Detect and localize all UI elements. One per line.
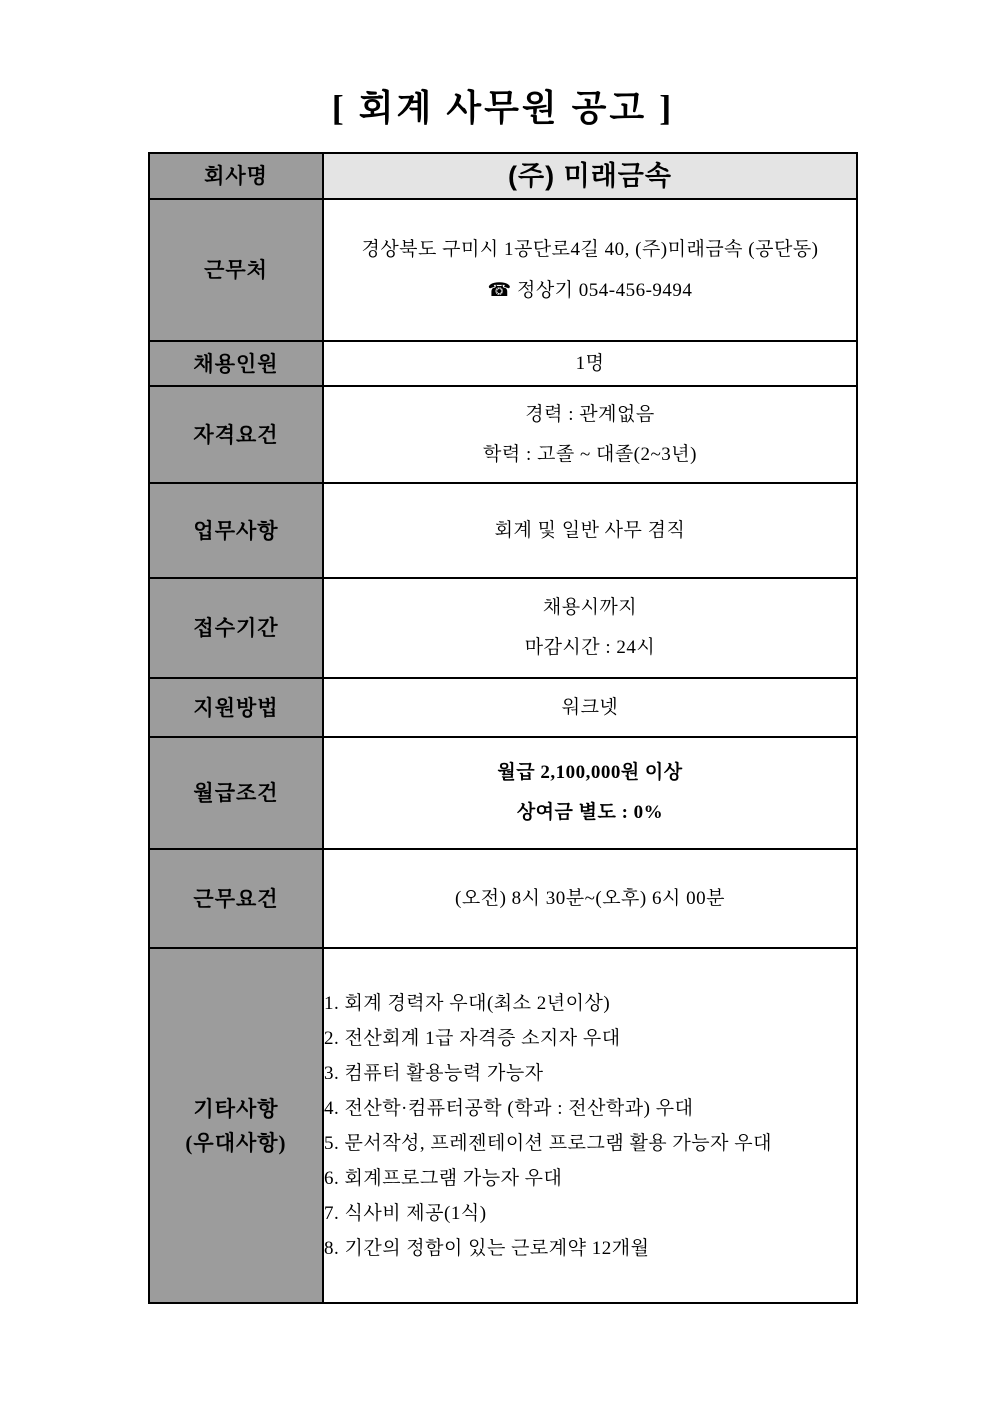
row-label-qualifications: 자격요건 bbox=[149, 386, 323, 483]
etc-item-7: 7. 식사비 제공(1식) bbox=[324, 1202, 487, 1224]
workplace-address: 경상북도 구미시 1공단로4길 40, (주)미래금속 (공단동) bbox=[361, 238, 819, 260]
etc-value bbox=[323, 948, 857, 1303]
row-label-hires: 채용인원 bbox=[149, 341, 323, 386]
salary-monthly: 월급 2,100,000원 이상 bbox=[497, 762, 683, 783]
hires-value: 1명 bbox=[323, 341, 857, 386]
application-method-value: 워크넷 bbox=[323, 678, 857, 737]
row-label-company: 회사명 bbox=[149, 153, 323, 199]
etc-item-4: 4. 전산학·컴퓨터공학 (학과 : 전산학과) 우대 bbox=[324, 1097, 694, 1119]
etc-item-2: 2. 전산회계 1급 자격증 소지자 우대 bbox=[324, 1027, 621, 1049]
etc-item-8: 8. 기간의 정함이 있는 근로계약 12개월 bbox=[324, 1237, 650, 1259]
table-row-qualifications bbox=[149, 386, 857, 483]
application-period-deadline: 채용시까지 bbox=[542, 597, 638, 618]
row-label-workplace: 근무처 bbox=[149, 199, 323, 341]
etc-item-3: 3. 컴퓨터 활용능력 가능자 bbox=[324, 1062, 544, 1084]
table-row-working-hours bbox=[149, 849, 857, 948]
qualifications-education: 학력 : 고졸 ~ 대졸(2~3년) bbox=[483, 443, 697, 465]
document-page bbox=[148, 0, 858, 1304]
salary-bonus: 상여금 별도 : 0% bbox=[516, 802, 664, 823]
row-label-salary: 월급조건 bbox=[149, 737, 323, 849]
page-title: [ 회계 사무원 공고 ] bbox=[331, 88, 675, 128]
salary-value bbox=[323, 737, 857, 849]
workplace-phone-text: 정상기 054-456-9494 bbox=[516, 279, 693, 301]
company-name-value: (주) 미래금속 bbox=[323, 153, 857, 199]
table-row-application-period bbox=[149, 578, 857, 678]
table-row-duties bbox=[149, 483, 857, 578]
application-period-closing-time: 마감시간 : 24시 bbox=[524, 637, 656, 658]
workplace-phone-line bbox=[324, 270, 856, 311]
row-label-working-hours: 근무요건 bbox=[149, 849, 323, 948]
etc-item-5: 5. 문서작성, 프레젠테이션 프로그램 활용 가능자 우대 bbox=[324, 1132, 772, 1154]
row-label-etc bbox=[149, 948, 323, 1303]
table-row-workplace bbox=[149, 199, 857, 341]
job-posting-table bbox=[148, 152, 858, 1304]
table-row-etc bbox=[149, 948, 857, 1303]
etc-item-6: 6. 회계프로그램 가능자 우대 bbox=[324, 1167, 563, 1189]
qualifications-value bbox=[323, 386, 857, 483]
working-hours-value: (오전) 8시 30분~(오후) 6시 00분 bbox=[323, 849, 857, 948]
application-period-value bbox=[323, 578, 857, 678]
telephone-icon: ☎ bbox=[487, 278, 512, 301]
table-row-salary bbox=[149, 737, 857, 849]
etc-label-line2: (우대사항) bbox=[185, 1130, 287, 1155]
row-label-duties: 업무사항 bbox=[149, 483, 323, 578]
table-row-hires bbox=[149, 341, 857, 386]
etc-item-1: 1. 회계 경력자 우대(최소 2년이상) bbox=[324, 992, 611, 1014]
etc-label-line1: 기타사항 bbox=[193, 1096, 279, 1121]
row-label-application-period: 접수기간 bbox=[149, 578, 323, 678]
workplace-value bbox=[323, 199, 857, 341]
duties-value: 회계 및 일반 사무 겸직 bbox=[323, 483, 857, 578]
row-label-application-method: 지원방법 bbox=[149, 678, 323, 737]
qualifications-career: 경력 : 관계없음 bbox=[525, 403, 655, 425]
etc-list bbox=[324, 986, 856, 1266]
table-row-company bbox=[149, 153, 857, 199]
table-row-application-method bbox=[149, 678, 857, 737]
